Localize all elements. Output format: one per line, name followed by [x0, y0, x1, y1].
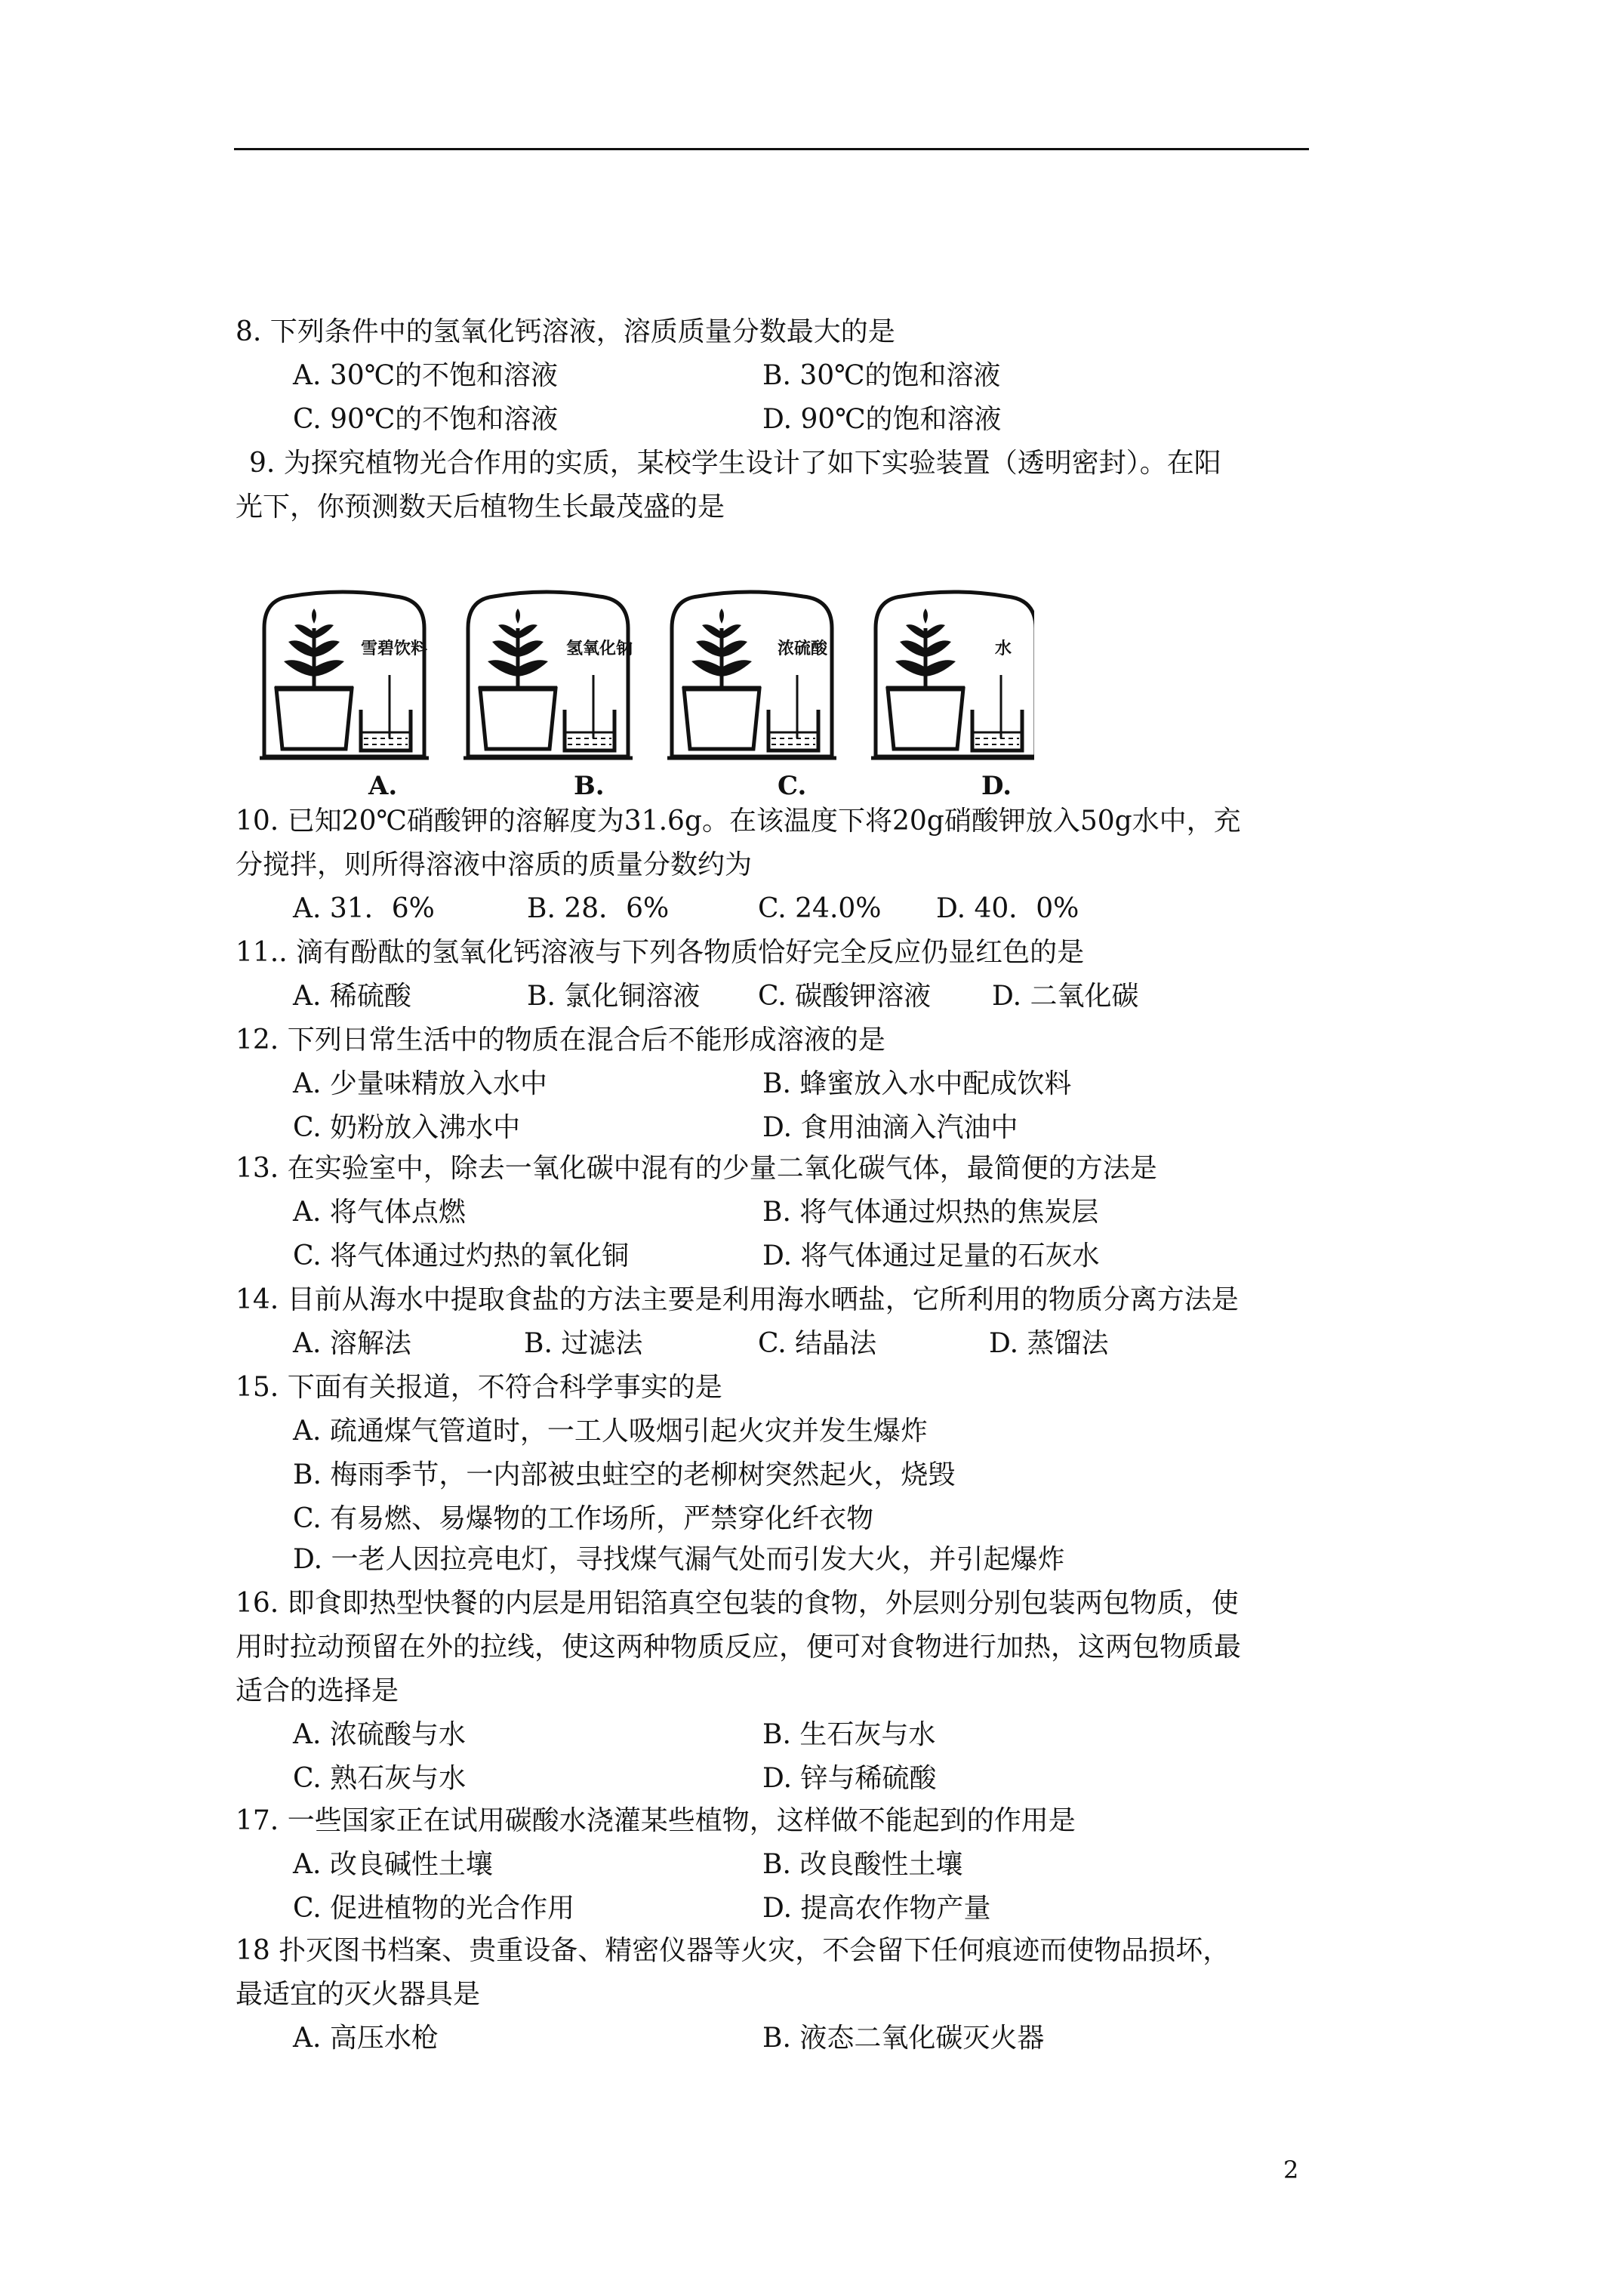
- jar-b-letter: B.: [574, 771, 605, 800]
- q12-option-a: A. 少量味精放入水中: [293, 1068, 547, 1099]
- q15-option-a: A. 疏通煤气管道时，一工人吸烟引起火灾并发生爆炸: [293, 1416, 928, 1447]
- q10-option-b: B. 28．6%: [527, 893, 670, 924]
- q18-option-b: B. 液态二氧化碳灭火器: [762, 2023, 1045, 2054]
- q11-option-b: B. 氯化铜溶液: [527, 981, 701, 1012]
- q11-option-c: C. 碳酸钾溶液: [758, 981, 932, 1012]
- q9-stem-line1: 9. 为探究植物光合作用的实质，某校学生设计了如下实验装置（透明密封）。在阳: [249, 448, 1221, 479]
- q10-option-c: C. 24.0%: [758, 893, 882, 924]
- q13-option-d: D. 将气体通过足量的石灰水: [762, 1240, 1100, 1271]
- q14-stem: 14. 目前从海水中提取食盐的方法主要是利用海水晒盐，它所利用的物质分离方法是: [236, 1284, 1239, 1315]
- q17-option-a: A. 改良碱性土壤: [293, 1849, 493, 1880]
- q13-option-b: B. 将气体通过炽热的焦炭层: [762, 1197, 1099, 1228]
- q8-stem: 8. 下列条件中的氢氧化钙溶液，溶质质量分数最大的是: [236, 316, 895, 347]
- q11-stem: 11.. 滴有酚酞的氢氧化钙溶液与下列各物质恰好完全反应仍显红色的是: [236, 937, 1085, 968]
- q13-option-c: C. 将气体通过灼热的氧化铜: [293, 1240, 630, 1271]
- q16-stem-line1: 16. 即食即热型快餐的内层是用铝箔真空包装的食物，外层则分别包装两包物质，使: [236, 1588, 1239, 1619]
- q8-option-d: D. 90℃的饱和溶液: [762, 404, 1002, 435]
- q8-option-a: A. 30℃的不饱和溶液: [293, 360, 558, 391]
- jar-d-liquid-label: 水: [995, 639, 1012, 658]
- jar-a-liquid-label: 雪碧饮料: [361, 639, 428, 658]
- q17-option-b: B. 改良酸性土壤: [762, 1849, 963, 1880]
- q18-stem-line2: 最适宜的灭火器具是: [236, 1979, 481, 2010]
- jar-c-letter: C.: [778, 771, 807, 800]
- jar-d-letter: D.: [981, 771, 1012, 800]
- q9-stem-line2: 光下，你预测数天后植物生长最茂盛的是: [236, 492, 725, 522]
- q16-option-c: C. 熟石灰与水: [293, 1763, 467, 1794]
- q10-stem-line2: 分搅拌，则所得溶液中溶质的质量分数约为: [236, 849, 753, 880]
- q12-stem: 12. 下列日常生活中的物质在混合后不能形成溶液的是: [236, 1025, 885, 1056]
- q13-stem: 13. 在实验室中，除去一氧化碳中混有的少量二氧化碳气体，最简便的方法是: [236, 1153, 1157, 1184]
- q17-stem: 17. 一些国家正在试用碳酸水浇灌某些植物，这样做不能起到的作用是: [236, 1805, 1076, 1836]
- q9-figure: [257, 581, 1034, 800]
- q18-option-a: A. 高压水枪: [293, 2023, 439, 2054]
- q12-option-b: B. 蜂蜜放入水中配成饮料: [762, 1068, 1072, 1099]
- jar-c-liquid-label: 浓硫酸: [778, 639, 828, 658]
- q14-option-c: C. 结晶法: [758, 1328, 877, 1359]
- q16-option-d: D. 锌与稀硫酸: [762, 1763, 937, 1794]
- q14-option-a: A. 溶解法: [293, 1328, 411, 1359]
- q11-option-d: D. 二氧化碳: [992, 981, 1139, 1012]
- q18-stem-line1: 18 扑灭图书档案、贵重设备、精密仪器等火灾，不会留下任何痕迹而使物品损坏，: [236, 1935, 1230, 1966]
- q16-stem-line2: 用时拉动预留在外的拉线，使这两种物质反应，便可对食物进行加热，这两包物质最: [236, 1632, 1242, 1663]
- q15-option-d: D. 一老人因拉亮电灯，寻找煤气漏气处而引发大火，并引起爆炸: [293, 1544, 1065, 1575]
- q17-option-d: D. 提高农作物产量: [762, 1893, 991, 1924]
- q17-option-c: C. 促进植物的光合作用: [293, 1893, 575, 1924]
- q12-option-d: D. 食用油滴入汽油中: [762, 1112, 1018, 1143]
- q11-option-a: A. 稀硫酸: [293, 981, 411, 1012]
- jar-b-liquid-label: 氢氧化钠: [566, 639, 633, 658]
- jar-a-letter: A.: [368, 771, 398, 800]
- page-number: 2: [1283, 2156, 1299, 2184]
- q16-stem-line3: 适合的选择是: [236, 1675, 399, 1706]
- q12-option-c: C. 奶粉放入沸水中: [293, 1112, 521, 1143]
- q15-option-b: B. 梅雨季节，一内部被虫蛀空的老柳树突然起火，烧毁: [293, 1459, 956, 1490]
- q10-option-a: A. 31．6%: [293, 893, 435, 924]
- q15-option-c: C. 有易燃、易爆物的工作场所，严禁穿化纤衣物: [293, 1503, 874, 1534]
- q16-option-a: A. 浓硫酸与水: [293, 1719, 466, 1750]
- q8-option-c: C. 90℃的不饱和溶液: [293, 404, 559, 435]
- q16-option-b: B. 生石灰与水: [762, 1719, 936, 1750]
- q14-option-b: B. 过滤法: [524, 1328, 643, 1359]
- header-rule: [234, 148, 1309, 150]
- q8-option-b: B. 30℃的饱和溶液: [762, 360, 1001, 391]
- q15-stem: 15. 下面有关报道，不符合科学事实的是: [236, 1372, 722, 1403]
- q10-stem-line1: 10. 已知20℃硝酸钾的溶解度为31.6g。在该温度下将20g硝酸钾放入50g水中，充: [236, 806, 1241, 837]
- q13-option-a: A. 将气体点燃: [293, 1197, 466, 1228]
- q14-option-d: D. 蒸馏法: [989, 1328, 1109, 1359]
- q10-option-d: D. 40．0%: [936, 893, 1079, 924]
